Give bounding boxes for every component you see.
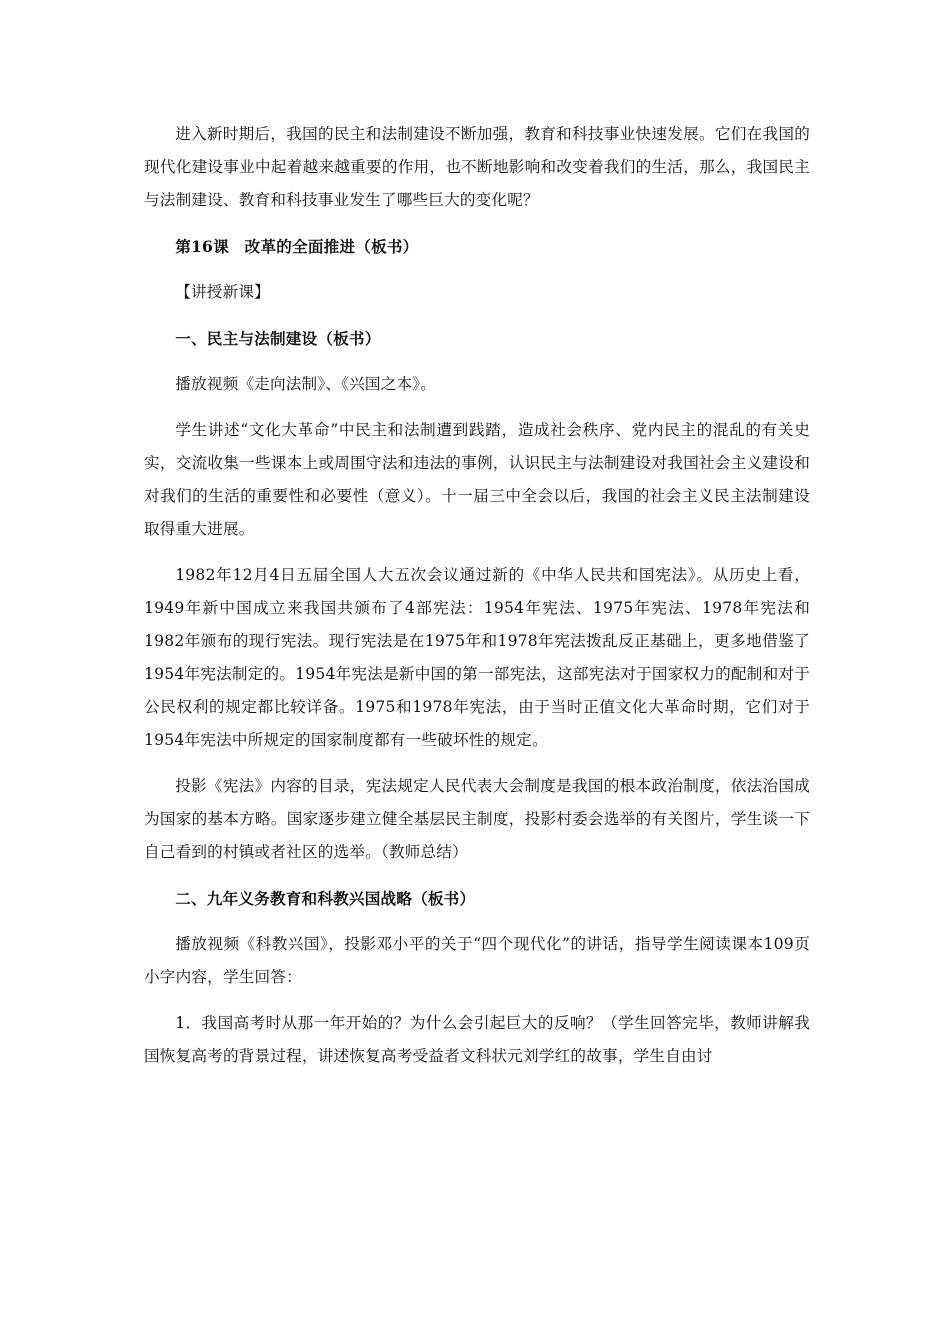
intro-paragraph: 进入新时期后，我国的民主和法制建设不断加强，教育和科技事业快速发展。它们在我国的现代化建设事业中起着越来越重要的作用，也不断地影响和改变着我们的生活，那么，我国民主与法制建设、教育和科技事业发生了哪些巨大的变化呢？ bbox=[144, 125, 810, 209]
section-1-heading: 一、民主与法制建设（板书） bbox=[175, 329, 381, 348]
section-2-heading: 二、九年义务教育和科教兴国战略（板书） bbox=[175, 889, 476, 908]
document-body bbox=[144, 118, 810, 1086]
lesson-title: 第16课 改革的全面推进（板书） bbox=[175, 237, 419, 256]
new-lesson-label: 【讲授新课】 bbox=[175, 283, 270, 301]
question-1-paragraph: 1．我国高考时从那一年开始的？为什么会引起巨大的反响？（学生回答完毕，教师讲解我国恢复高考的背景过程，讲述恢复高考受益者文科状元刘学红的故事，学生自由讨 bbox=[144, 1014, 810, 1065]
video-2-paragraph: 播放视频《科教兴国》，投影邓小平的关于“四个现代化”的讲话，指导学生阅读课本109页小字内容，学生回答： bbox=[144, 935, 810, 986]
student-talk-paragraph: 学生讲述“文化大革命”中民主和法制遭到践踏，造成社会秩序、党内民主的混乱的有关史实，交流收集一些课本上或周围守法和违法的事例，认识民主与法制建设对我国社会主义建设和对我们的生活的重要性和必要性（意义）。十一届三中全会以后，我国的社会主义民主法制建设取得重大进展。 bbox=[144, 421, 810, 538]
constitution-paragraph: 1982年12月4日五届全国人大五次会议通过新的《中华人民共和国宪法》。从历史上看，1949年新中国成立来我国共颁布了4部宪法：1954年宪法、1975年宪法、1978年宪法和1982年颁布的现行宪法。现行宪法是在1975年和1978年宪法拨乱反正基础上，更多地借鉴了1954年宪法制定的。1954年宪法是新中国的第一部宪法，这部宪法对于国家权力的配制和对于公民权利的规定都比较详备。1975和1978年宪法，由于当时正值文化大革命时期，它们对于1954年宪法中所规定的国家制度都有一些破坏性的规定。 bbox=[144, 566, 810, 749]
projection-paragraph: 投影《宪法》内容的目录，宪法规定人民代表大会制度是我国的根本政治制度，依法治国成为国家的基本方略。国家逐步建立健全基层民主制度，投影村委会选举的有关图片，学生谈一下自己看到的村镇或者社区的选举。（教师总结） bbox=[144, 777, 810, 861]
video-1-paragraph: 播放视频《走向法制》、《兴国之本》。 bbox=[175, 375, 437, 393]
